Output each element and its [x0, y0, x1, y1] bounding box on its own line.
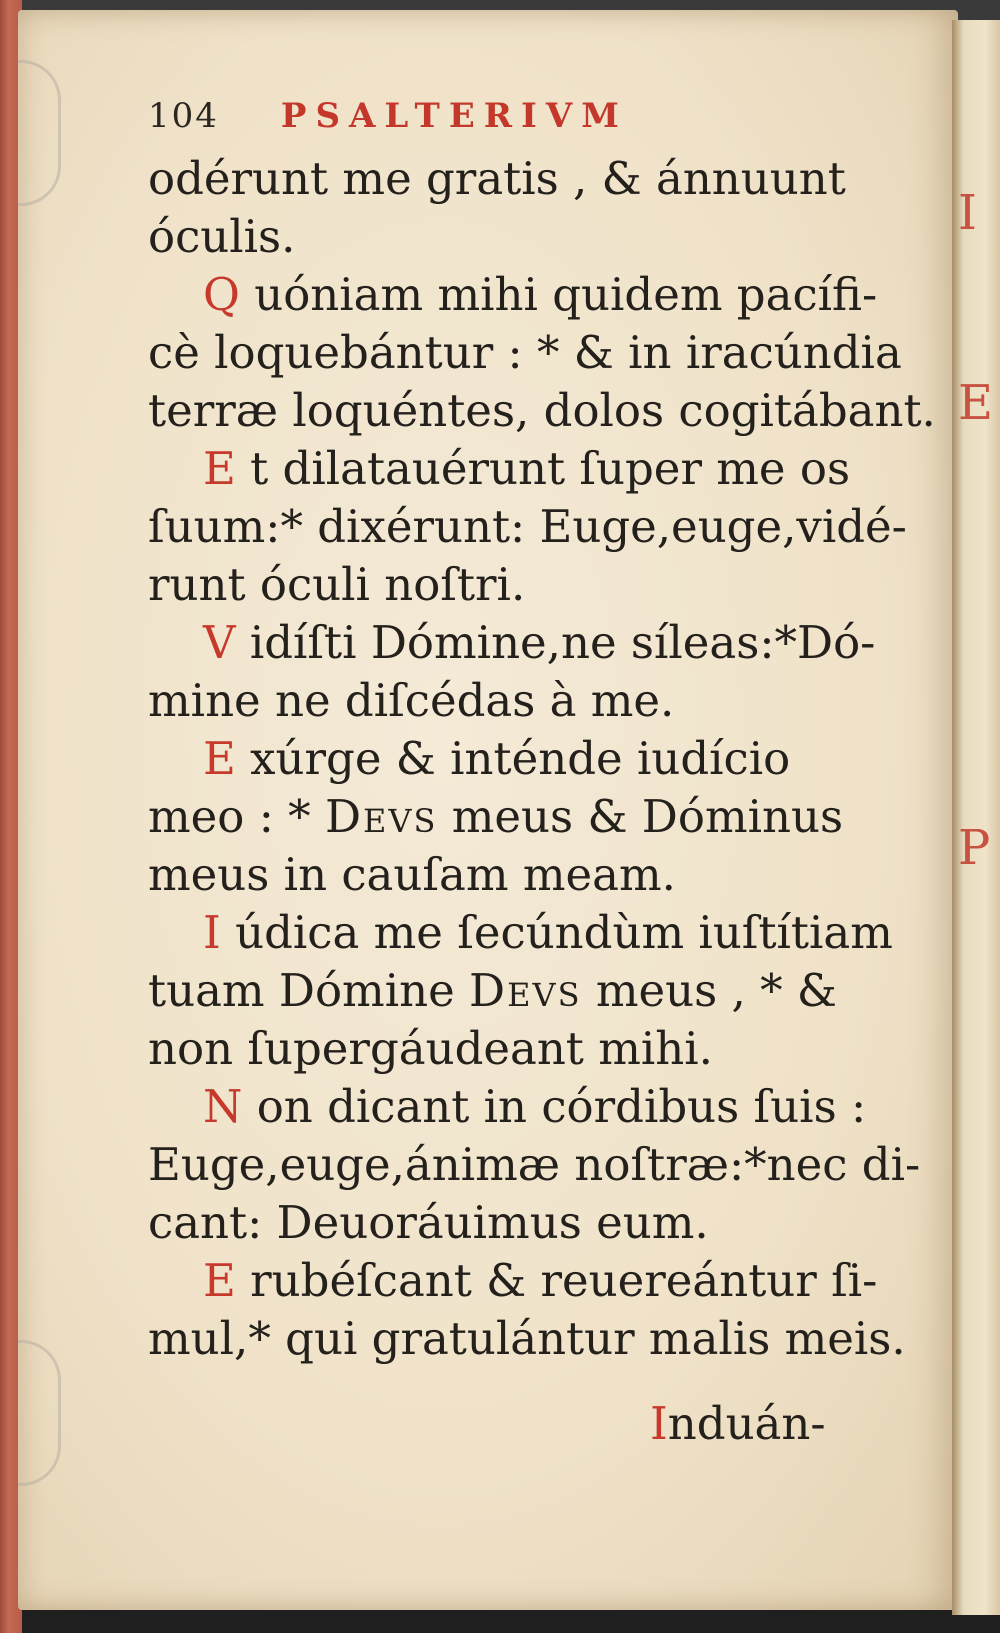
text-run: t dilatauérunt ſuper me os	[250, 442, 851, 495]
text-line: terræ loquéntes, dolos cogitábant.	[148, 384, 936, 437]
text-line: odérunt me gratis , & ánnuunt	[148, 152, 846, 205]
catchword	[650, 1395, 826, 1453]
text-run: údica me ſecúndùm iuſtítiam	[235, 906, 893, 959]
facing-initial: E	[958, 375, 994, 431]
page-header	[148, 96, 628, 146]
rubric-initial: I	[650, 1397, 668, 1450]
verse-line	[148, 730, 828, 788]
rubric-initial: E	[203, 732, 236, 785]
text-line: mul,* qui gratulántur malis meis.	[148, 1312, 906, 1365]
text-run: meo : *	[148, 790, 325, 843]
text-line	[148, 788, 844, 846]
text-line: cant: Deuoráuimus eum.	[148, 1196, 709, 1249]
text-line: meus in cauſam meam.	[148, 848, 676, 901]
text-run: xúrge & inténde iudício	[250, 732, 791, 785]
text-line: runt óculi noſtri.	[148, 558, 526, 611]
verse-line	[148, 904, 893, 962]
catchword-text: nduán-	[667, 1397, 826, 1450]
deus-small-caps: Devs	[469, 964, 582, 1017]
text-run: uóniam mihi quidem pacífi-	[254, 268, 878, 321]
verse-line	[148, 1252, 878, 1310]
running-head: PSALTERIVM	[280, 96, 628, 136]
page-clip-top	[18, 60, 61, 206]
text-run: idíſti Dómine,ne síleas:*Dó-	[249, 616, 876, 669]
text-line: non ſupergáudeant mihi.	[148, 1022, 713, 1075]
rubric-initial: E	[203, 442, 236, 495]
facing-initial: I	[958, 185, 977, 241]
text-run: meus , * &	[581, 964, 837, 1017]
rubric-initial: E	[203, 1254, 236, 1307]
rubric-initial: Q	[203, 268, 240, 321]
text-line: mine ne diſcédas à me.	[148, 674, 675, 727]
text-line	[148, 962, 837, 1020]
facing-initial: P	[958, 820, 991, 876]
facing-page-edge	[952, 20, 1000, 1615]
text-line: óculis.	[148, 210, 296, 263]
verse-line	[148, 440, 851, 498]
verse-line	[148, 614, 876, 672]
text-line: ſuum:* dixérunt: Euge,euge,vidé-	[148, 500, 907, 553]
verse-line	[148, 1078, 867, 1136]
text-line: cè loquebántur : * & in iracúndia	[148, 326, 902, 379]
text-run: on dicant in córdibus ſuis :	[256, 1080, 867, 1133]
rubric-initial: I	[203, 906, 221, 959]
page-clip-bottom	[18, 1340, 61, 1486]
text-run: meus & Dóminus	[437, 790, 844, 843]
page-number: 104	[148, 96, 219, 136]
text-run: tuam Dómine	[148, 964, 470, 1017]
text-run: rubéſcant & reuereántur ſi-	[250, 1254, 878, 1307]
rubric-initial: V	[203, 616, 236, 669]
rubric-initial: N	[203, 1080, 243, 1133]
text-line: Euge,euge,ánimæ noſtræ:*nec di-	[148, 1138, 921, 1191]
verse-line	[148, 266, 878, 324]
deus-small-caps: Devs	[324, 790, 438, 843]
